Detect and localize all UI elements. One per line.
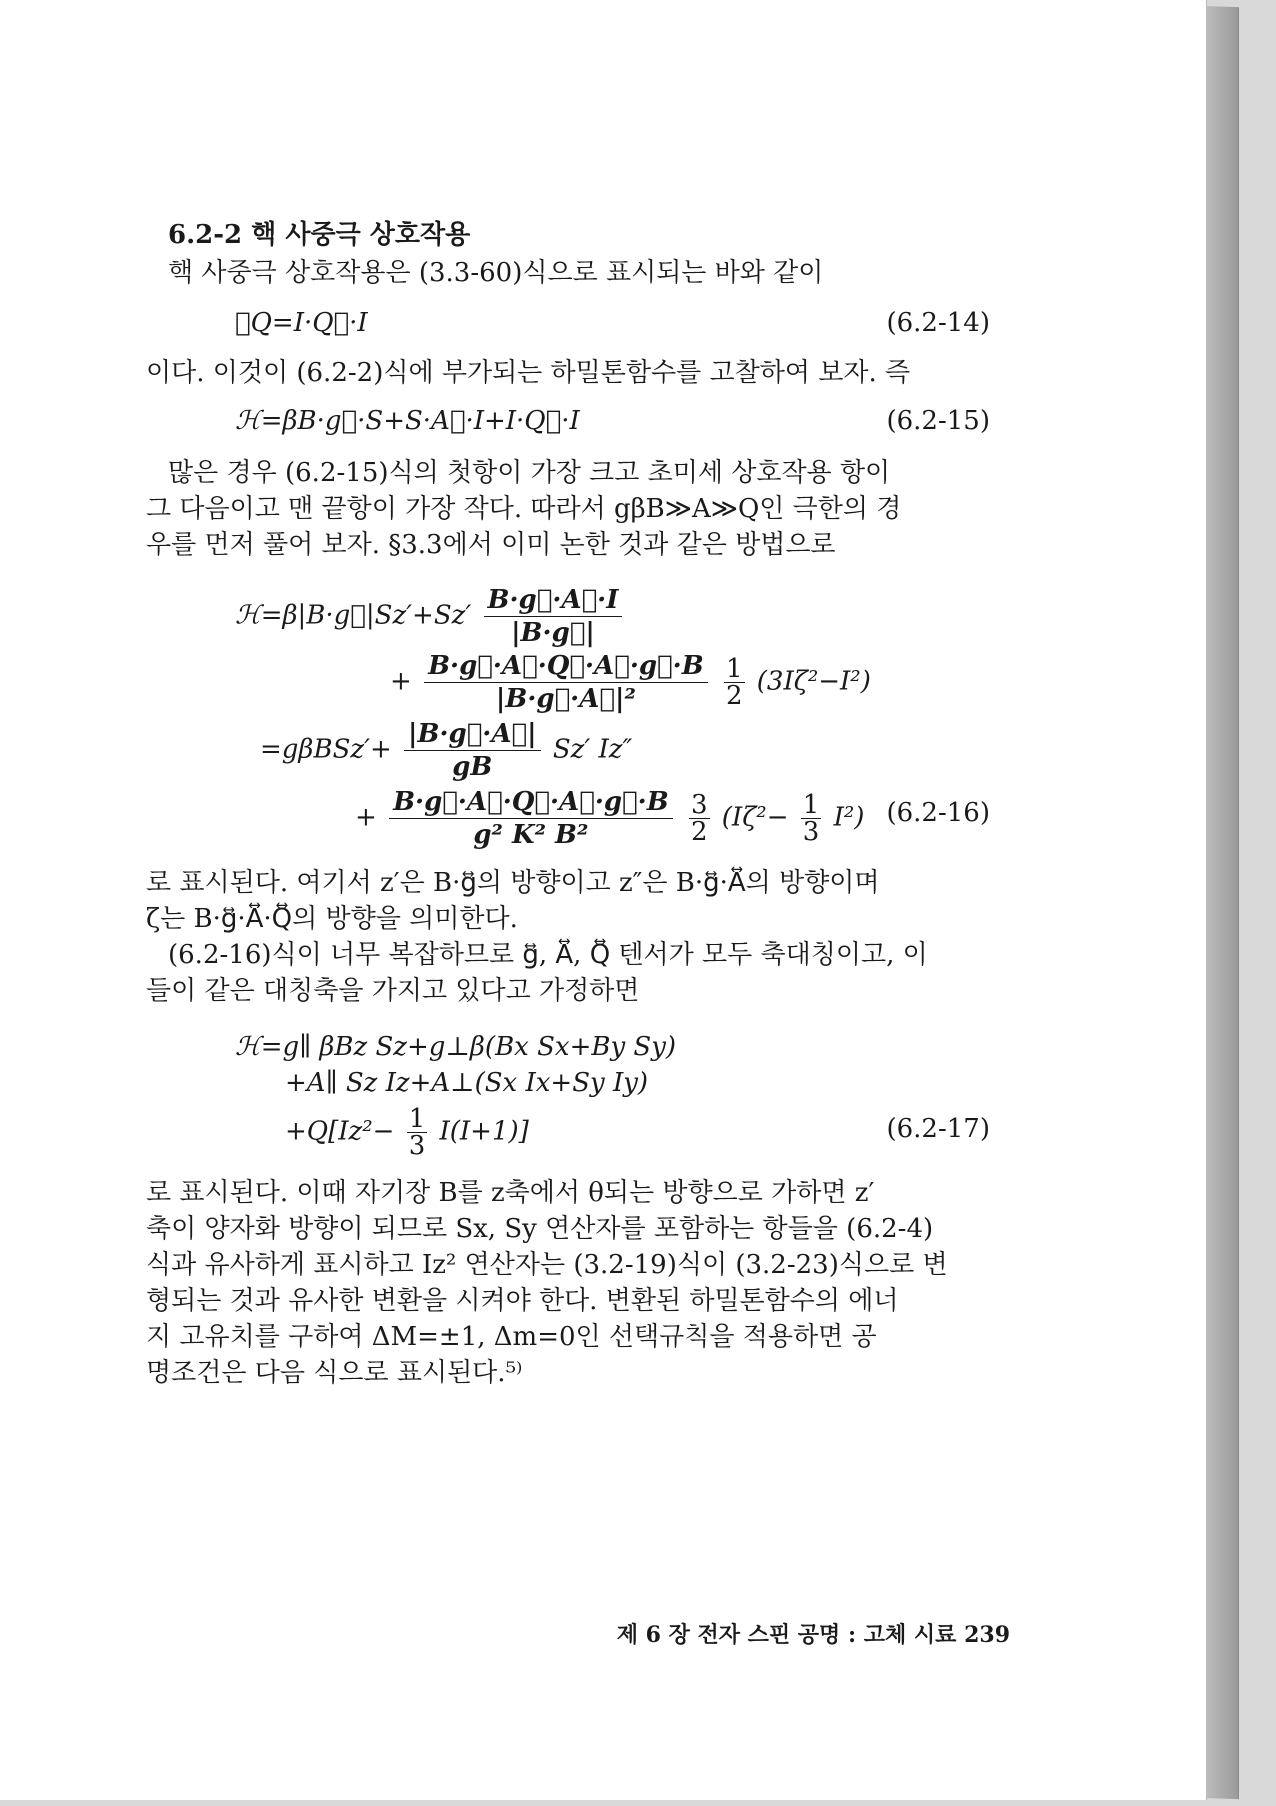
fraction bbox=[801, 792, 822, 845]
section-heading: 6.2-2 핵 사중극 상호작용 bbox=[168, 220, 471, 250]
fraction bbox=[689, 792, 710, 845]
equation-number: (6.2-17) bbox=[886, 1114, 990, 1144]
fraction-numerator: |B·g⃡·A⃡| bbox=[404, 718, 541, 751]
page-edge bbox=[1206, 6, 1239, 1799]
paragraph-line: 많은 경우 (6.2-15)식의 첫항이 가장 크고 초미세 상호작용 항이 bbox=[168, 458, 891, 488]
fraction-denominator: 3 bbox=[802, 817, 820, 847]
equation-term: I(I+1)] bbox=[439, 1116, 529, 1147]
fraction bbox=[424, 650, 708, 715]
fraction-numerator: B·g⃡·A⃡·Q⃡·A⃡·g⃡·B bbox=[389, 786, 673, 819]
equation-6-2-17-line-3 bbox=[285, 1106, 529, 1159]
paragraph-line: 축이 양자화 방향이 되므로 Sx, Sy 연산자를 포함하는 항들을 (6.2-4) bbox=[146, 1214, 934, 1244]
fraction bbox=[484, 584, 623, 649]
equation-term: + bbox=[355, 802, 377, 833]
equation-6-2-15: ℋ=βB·g⃡·S+S·A⃡·I+I·Q⃡·I bbox=[235, 406, 580, 436]
fraction-numerator: B·g⃡·A⃡·I bbox=[484, 584, 623, 617]
paragraph-line: 핵 사중극 상호작용은 (3.3-60)식으로 표시되는 바와 같이 bbox=[168, 258, 824, 288]
equation-term: (Iζ²− bbox=[721, 802, 789, 833]
equation-number: (6.2-14) bbox=[886, 308, 990, 338]
equation-6-2-16-line-2 bbox=[390, 650, 871, 715]
fraction-denominator: 2 bbox=[690, 817, 708, 847]
fraction-denominator: gB bbox=[452, 752, 493, 782]
paragraph-line: 이다. 이것이 (6.2-2)식에 부가되는 하밀톤함수를 고찰하여 보자. 즉 bbox=[146, 358, 911, 388]
fraction-numerator: 1 bbox=[408, 1104, 426, 1134]
fraction-numerator: B·g⃡·A⃡·Q⃡·A⃡·g⃡·B bbox=[424, 650, 708, 683]
paragraph-line: 들이 같은 대칭축을 가지고 있다고 가정하면 bbox=[146, 976, 640, 1006]
paragraph-line: 로 표시된다. 여기서 z′은 B·g⃡의 방향이고 z″은 B·g⃡·A⃡의 방향이며 bbox=[146, 868, 880, 898]
paragraph-line: (6.2-16)식이 너무 복잡하므로 g⃡, A⃡, Q⃡ 텐서가 모두 축대칭이고, 이 bbox=[168, 940, 928, 970]
page-footer: 제 6 장 전자 스핀 공명 : 고체 시료 239 bbox=[616, 1622, 1010, 1648]
paragraph-line: ζ는 B·g⃡·A⃡·Q⃡의 방향을 의미한다. bbox=[146, 904, 518, 934]
paragraph-line: 명조건은 다음 식으로 표시된다.⁵⁾ bbox=[146, 1358, 523, 1388]
paragraph-line: 식과 유사하게 표시하고 Iz² 연산자는 (3.2-19)식이 (3.2-23)식으로 변 bbox=[146, 1250, 948, 1280]
equation-6-2-16-line-1 bbox=[235, 584, 626, 649]
equation-6-2-17-line-2: +A∥ Sz Iz+A⊥(Sx Ix+Sy Iy) bbox=[285, 1068, 649, 1098]
equation-number: (6.2-16) bbox=[886, 798, 990, 828]
equation-term: Sz′ Iz″ bbox=[552, 734, 633, 765]
fraction-denominator: 2 bbox=[725, 681, 743, 711]
paragraph-line: 로 표시된다. 이때 자기장 B를 z축에서 θ되는 방향으로 가하면 z′ bbox=[146, 1178, 875, 1208]
fraction-denominator: |B·g⃡| bbox=[511, 618, 595, 648]
equation-number: (6.2-15) bbox=[886, 406, 990, 436]
equation-term: + bbox=[390, 666, 412, 697]
fraction bbox=[404, 718, 541, 783]
equation-6-2-17-line-1: ℋ=g∥ βBz Sz+g⊥β(Bx Sx+By Sy) bbox=[235, 1032, 677, 1062]
equation-term: ℋ=β|B·g⃡|Sz′+Sz′ bbox=[235, 600, 472, 631]
fraction-numerator: 1 bbox=[725, 654, 743, 684]
fraction-denominator: 3 bbox=[408, 1131, 426, 1161]
paragraph-line: 지 고유치를 구하여 ΔM=±1, Δm=0인 선택규칙을 적용하면 공 bbox=[146, 1322, 877, 1352]
fraction-numerator: 3 bbox=[690, 790, 708, 820]
equation-term: I²) bbox=[833, 802, 865, 833]
fraction bbox=[724, 656, 745, 709]
fraction-denominator: g² K² B² bbox=[473, 820, 589, 850]
fraction-denominator: |B·g⃡·A⃡|² bbox=[495, 684, 636, 714]
fraction bbox=[389, 786, 673, 851]
equation-term: (3Iζ²−I²) bbox=[756, 666, 871, 697]
paragraph-line: 우를 먼저 풀어 보자. §3.3에서 이미 논한 것과 같은 방법으로 bbox=[146, 530, 836, 560]
equation-6-2-16-line-4 bbox=[355, 786, 864, 851]
paragraph-line: 형되는 것과 유사한 변환을 시켜야 한다. 변환된 하밀톤함수의 에너 bbox=[146, 1286, 899, 1316]
equation-term: +Q[Iz²− bbox=[285, 1116, 395, 1147]
fraction bbox=[407, 1106, 428, 1159]
paragraph-line: 그 다음이고 맨 끝항이 가장 작다. 따라서 gβB≫A≫Q인 극한의 경 bbox=[146, 494, 902, 524]
fraction-numerator: 1 bbox=[802, 790, 820, 820]
equation-term: =gβBSz′+ bbox=[260, 734, 392, 765]
equation-6-2-14: ℋQ=I·Q⃡·I bbox=[235, 308, 368, 338]
equation-6-2-16-line-3 bbox=[260, 718, 632, 783]
